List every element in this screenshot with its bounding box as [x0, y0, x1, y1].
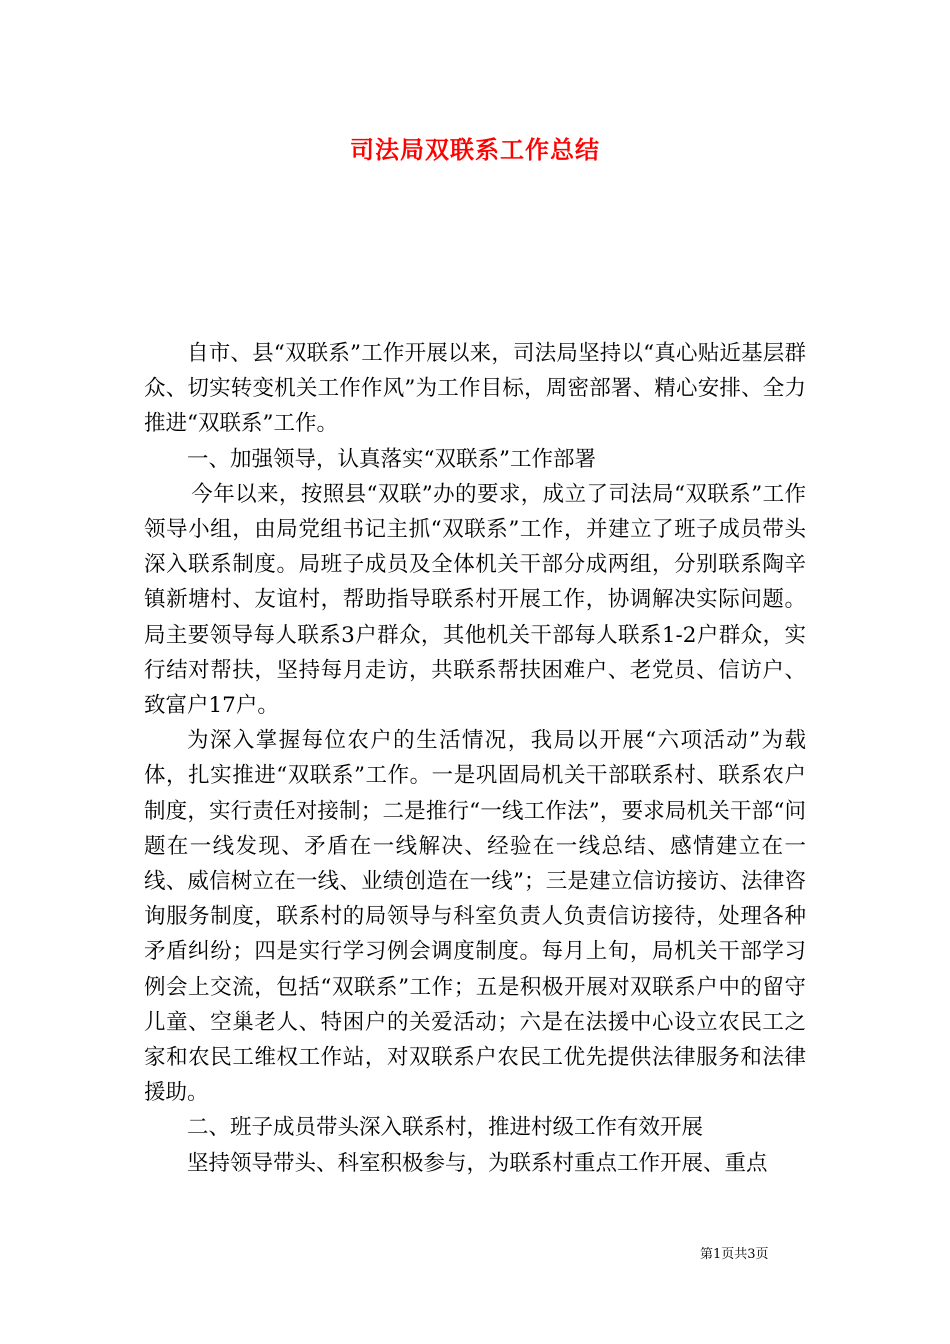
paragraph-six-activities: 为深入掌握每位农户的生活情况，我局以开展“六项活动”为载体，扎实推进“双联系”工作。一是巩固局机关干部联系村、联系农户制度，实行责任对接制；二是推行“一线工作法”，要求局机关干部“问题在一线发现、矛盾在一线解决、经验在一线总结、感情建立在一线、威信树立在一线、业绩创造在一线”；三是建立信访接访、法律咨询服务制度，联系村的局领导与科室负责人负责信访接待，处理各种矛盾纠纷；四是实行学习例会调度制度。每月上旬，局机关干部学习例会上交流，包括“双联系”工作；五是积极开展对双联系户中的留守儿童、空巢老人、特困户的关爱活动；六是在法援中心设立农民工之家和农民工维权工作站，对双联系户农民工优先提供法律服务和法律援助。 — [144, 728, 806, 1106]
paragraph-intro: 自市、县“双联系”工作开展以来，司法局坚持以“真心贴近基层群众、切实转变机关工作作风”为工作目标，周密部署、精心安排、全力推进“双联系”工作。 — [144, 341, 806, 437]
section-heading-1: 一、加强领导，认真落实“双联系”工作部署 — [187, 446, 596, 472]
section-heading-2: 二、班子成员带头深入联系村，推进村级工作有效开展 — [187, 1115, 704, 1141]
document-body — [144, 336, 806, 1181]
paragraph-section-1: 今年以来，按照县“双联”办的要求，成立了司法局“双联系”工作领导小组，由局党组书记主抓“双联系”工作，并建立了班子成员带头深入联系制度。局班子成员及全体机关干部分成两组，分别联系陶辛镇新塘村、友谊村，帮助指导联系村开展工作，协调解决实际问题。局主要领导每人联系3户群众，其他机关干部每人联系1-2户群众，实行结对帮扶，坚持每月走访，共联系帮扶困难户、老党员、信访户、致富户17户。 — [144, 481, 806, 719]
page-number-footer: 第1页共3页 — [700, 1247, 769, 1262]
page-title: 司法局双联系工作总结 — [350, 136, 600, 164]
paragraph-section-2: 坚持领导带头、科室积极参与，为联系村重点工作开展、重点 — [187, 1150, 768, 1176]
